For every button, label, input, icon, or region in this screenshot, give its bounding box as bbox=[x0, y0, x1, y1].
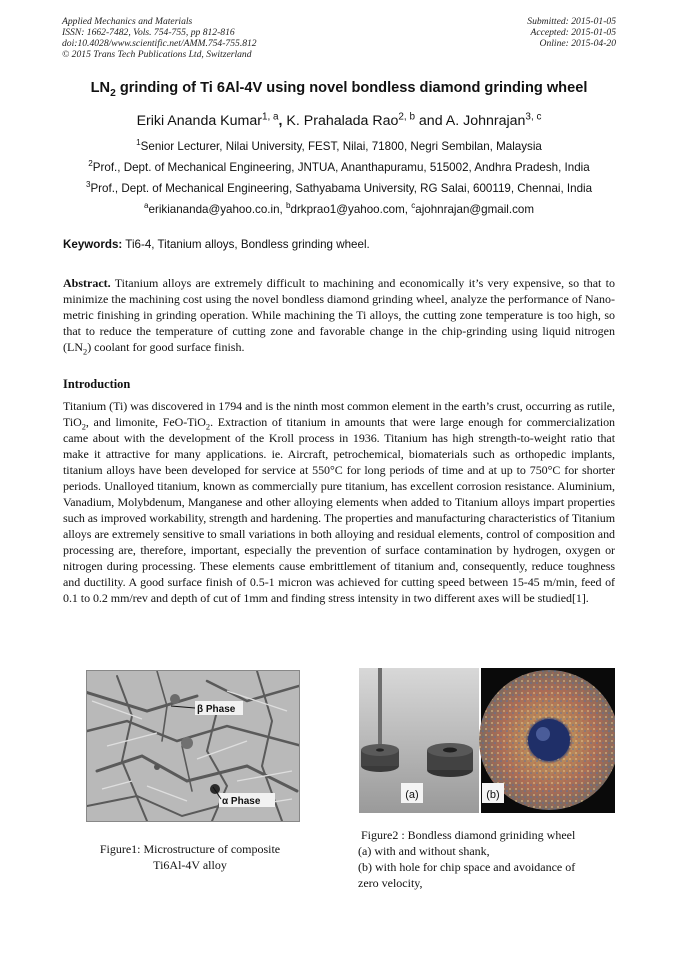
figure-2-caption: Figure2 : Bondless diamond griniding wheel (a) with and without shank, (b) with hole for chip space and avoidance of zero velocity, bbox=[358, 828, 576, 890]
submitted-date: Submitted: 2015-01-05 bbox=[527, 16, 616, 27]
affiliation-1: $^1$Senior Lecturer, Nilai University, FEST, Nilai, 71800, Negri Sembilan, Malaysia bbox=[136, 138, 542, 153]
introduction-paragraph: Titanium (Ti) was discovered in 1794 and is the ninth most common element in the earth’s crust, occurring as rutile, TiO$_2$, and limonite, FeO-TiO$_2$. Extraction of titanium in amounts that were large enough for commercialization came about with the development of the Kroll process in 1936. Titanium has high strength-to-weight ratio that make it attractive for many applications. ie. Aircraft, petrochemical, biomaterials such as orthopedic implants, titanium alloys have been developed for service at 550°C for long periods of time and at up to 750°C for shorter periods. Unalloyed titanium, known as commercially pure titanium, has excellent corrosion resistance. Aluminium, Vanadium, Molybdenum, Manganese and other alloying elements when added to Titanium alloys impart properties such as improved workability, strength and hardening. The properties and manufacturing characteristics of Titanium alloys are extremely sensitive to small variations in both alloying and residual elements, control of composition and processing are, therefore, important, especially the prevention of surface contamination by hydrogen, oxygen or nitrogen during processing. These elements cause embrittlement of titanium and, consequently, reduce toughness and ductility. A good surface finish of 0.5-1 micron was achieved for cutting speed between 15-45 m/min, feed of 0.1 to 0.2 mm/rev and depth of cut of 1mm and finding stress intensity in two different axes will be studied[1]. bbox=[63, 399, 616, 605]
abstract: Abstract. Titanium alloys are extremely difficult to machining and economically it’s very expensive, so that to minimize the machining cost using the novel bondless diamond grinding wheel, analyze the performance of Nano-metric finishing in grinding operation. While machining the Ti alloys, the cutting zone temperature is too high, so that to reduce the temperature of cutting zone and favorable change in the chip-grinding using liquid nitrogen $(LN_2)$ coolant for good surface finish. bbox=[63, 276, 615, 357]
author-2: K. Prahalada Rao bbox=[286, 113, 399, 129]
journal-copyright: © 2015 Trans Tech Publications Ltd, Switzerland bbox=[62, 49, 252, 60]
paper-title: $LN_2$ grinding of Ti 6Al-4V using novel bondless diamond grinding wheel bbox=[90, 80, 588, 99]
affiliation-2: $^2$Prof., Dept. of Mechanical Engineering, JNTUA, Ananthapuramu, 515002, Andhra Pradesh, India bbox=[88, 159, 590, 174]
keywords-text: Ti6-4, Titanium alloys, Bondless grinding wheel. bbox=[122, 238, 370, 251]
figure-1-caption: Figure1: Microstructure of composite Ti6Al-4V alloy bbox=[99, 842, 281, 872]
keywords bbox=[63, 238, 615, 251]
affiliation-3: $^3$Prof., Dept. of Mechanical Engineering, Sathyabama University, RG Salai, 600119, Chennai, India bbox=[85, 180, 593, 195]
panel-b-label: (b) bbox=[486, 789, 500, 801]
online-date: Online: 2015-04-20 bbox=[539, 38, 616, 49]
beta-phase-label: β Phase bbox=[197, 704, 236, 715]
journal-doi: doi:10.4028/www.scientific.net/AMM.754-755.812 bbox=[62, 38, 257, 49]
section-heading-introduction: Introduction bbox=[63, 377, 131, 391]
journal-name: Applied Mechanics and Materials bbox=[62, 16, 193, 27]
figure-1-microstructure-image bbox=[86, 670, 300, 822]
journal-header-left bbox=[62, 16, 257, 60]
author-3: A. Johnrajan bbox=[445, 113, 526, 129]
alpha-phase-label: α Phase bbox=[222, 796, 261, 807]
journal-issn: ISSN: 1662-7482, Vols. 754-755, pp 812-816 bbox=[62, 27, 235, 38]
journal-header-right bbox=[527, 16, 616, 49]
accepted-date: Accepted: 2015-01-05 bbox=[530, 27, 616, 38]
keywords-label: Keywords: bbox=[63, 238, 123, 251]
author-emails: $^a$erikiananda@yahoo.co.in, $^b$drkprao1@yahoo.com, $^c$ajohnrajan@gmail.com bbox=[144, 201, 534, 216]
panel-a-label: (a) bbox=[405, 789, 419, 801]
author-list: Eriki Ananda Kumar$^{1, a}$, K. Prahalada Rao$^{2, b}$ and A. Johnrajan$^{3, c}$ bbox=[136, 111, 542, 129]
figure-2-grinding-wheel-image bbox=[359, 668, 615, 813]
abstract-label: Abstract. bbox=[63, 276, 111, 290]
author-1: Eriki Ananda Kumar bbox=[136, 113, 262, 129]
